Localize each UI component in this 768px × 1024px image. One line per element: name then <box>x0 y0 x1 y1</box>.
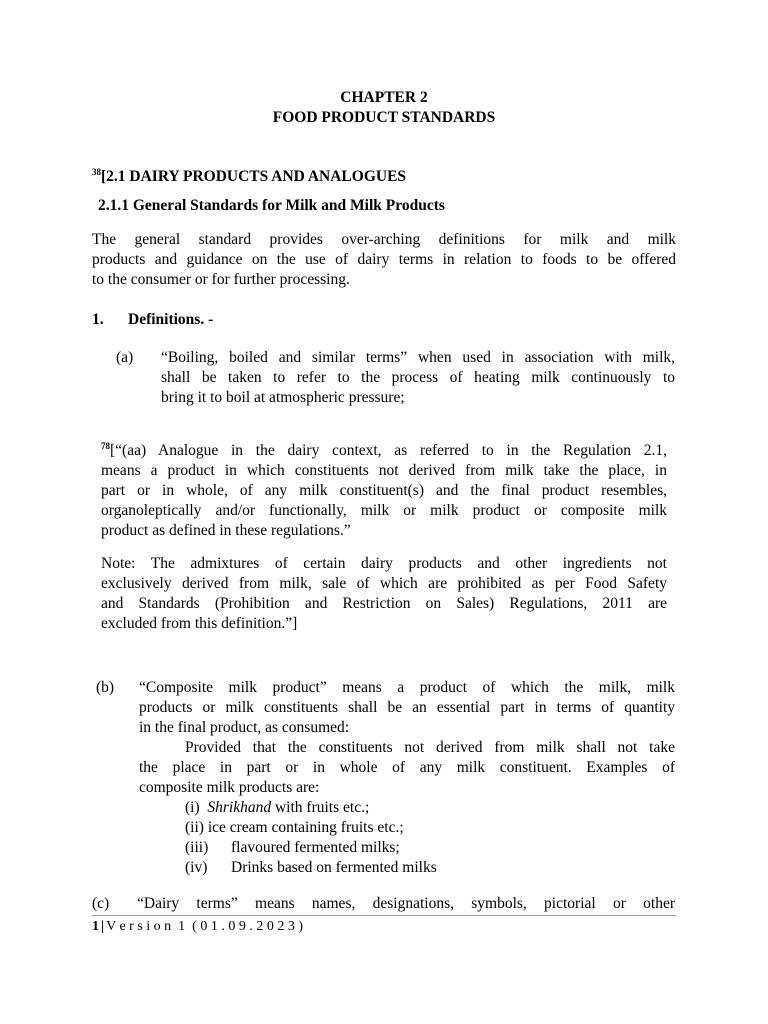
section-heading-text: [2.1 DAIRY PRODUCTS AND ANALOGUES <box>101 168 407 185</box>
chapter-title: FOOD PRODUCT STANDARDS <box>272 109 496 126</box>
item-aa-line: means a product in which constituents not derived from milk take the place, in <box>101 462 667 479</box>
example-item: (iv) Drinks based on fermented milks <box>185 859 437 876</box>
footer-separator: | <box>101 919 105 934</box>
version-label: V e r s i o n 1 ( 0 1 . 0 9 . 2 0 2 3 ) <box>106 919 303 934</box>
intro-paragraph <box>92 230 676 290</box>
intro-line: The general standard provides over-arching definitions for milk and milk <box>92 231 676 248</box>
subsection-heading: 2.1.1 General Standards for Milk and Milk Products <box>98 197 445 214</box>
note-line: and Standards (Prohibition and Restriction on Sales) Regulations, 2011 are <box>101 595 667 612</box>
item-b-proviso-line: composite milk products are: <box>139 779 320 796</box>
item-b-line: products or milk constituents shall be an essential part in terms of quantity <box>139 699 675 716</box>
item-b-proviso-line: Provided that the constituents not derived from milk shall not take <box>185 739 675 756</box>
footnote-ref: 38 <box>92 167 101 177</box>
example-item: (ii) ice cream containing fruits etc.; <box>185 819 404 836</box>
item-b-proviso-line: the place in part or in whole of any milk constituent. Examples of <box>139 759 675 776</box>
item-a-line: shall be taken to refer to the process of heating milk continuously to <box>161 369 675 386</box>
item-a-label: (a) <box>116 349 134 366</box>
definitions-heading: Definitions. - <box>128 311 214 328</box>
chapter-label: CHAPTER 2 <box>340 89 428 106</box>
intro-line: to the consumer or for further processing. <box>92 271 350 288</box>
footnote-ref: 78 <box>101 441 110 451</box>
footer <box>92 919 303 935</box>
item-c-label: (c) <box>92 895 110 912</box>
item-aa-text <box>101 436 667 541</box>
item-aa-first-line: $^{78}$[“(aa) Analogue in the dairy context, as referred to in the Regulation 2.1, <box>101 441 667 459</box>
example-item: (iii) flavoured fermented milks; <box>185 839 400 856</box>
intro-line: products and guidance on the use of dairy terms in relation to foods to be offered <box>92 251 676 268</box>
item-a-line: “Boiling, boiled and similar terms” when used in association with milk, <box>161 349 675 366</box>
item-c-line: “Dairy terms” means names, designations, symbols, pictorial or other <box>137 895 675 912</box>
item-aa-line: organoleptically and/or functionally, milk or milk product or composite milk <box>101 502 667 519</box>
item-aa-line: part or in whole, of any milk constituent(s) and the final product resembles, <box>101 482 667 499</box>
item-a-line: bring it to boil at atmospheric pressure; <box>161 389 405 406</box>
item-b-line: “Composite milk product” means a product of which the milk, milk <box>139 679 675 696</box>
examples-list <box>185 798 605 878</box>
footer-divider <box>92 915 676 916</box>
note-line: Note: The admixtures of certain dairy products and other ingredients not <box>101 555 667 572</box>
item-b-line: in the final product, as consumed: <box>139 719 350 736</box>
item-aa-line: product as defined in these regulations.” <box>101 522 351 539</box>
definitions-number: 1. <box>92 311 104 328</box>
note-line: exclusively derived from milk, sale of which are prohibited as per Food Safety <box>101 575 667 592</box>
item-b-label: (b) <box>96 679 115 696</box>
item-a-text <box>161 348 675 408</box>
item-b-text <box>139 678 675 798</box>
note-line: excluded from this definition.”] <box>101 615 298 632</box>
page-number: 1 <box>92 919 99 934</box>
note-paragraph <box>101 554 667 634</box>
example-item: (i) Shrikhand with fruits etc.; <box>185 799 370 816</box>
section-heading <box>92 162 406 187</box>
